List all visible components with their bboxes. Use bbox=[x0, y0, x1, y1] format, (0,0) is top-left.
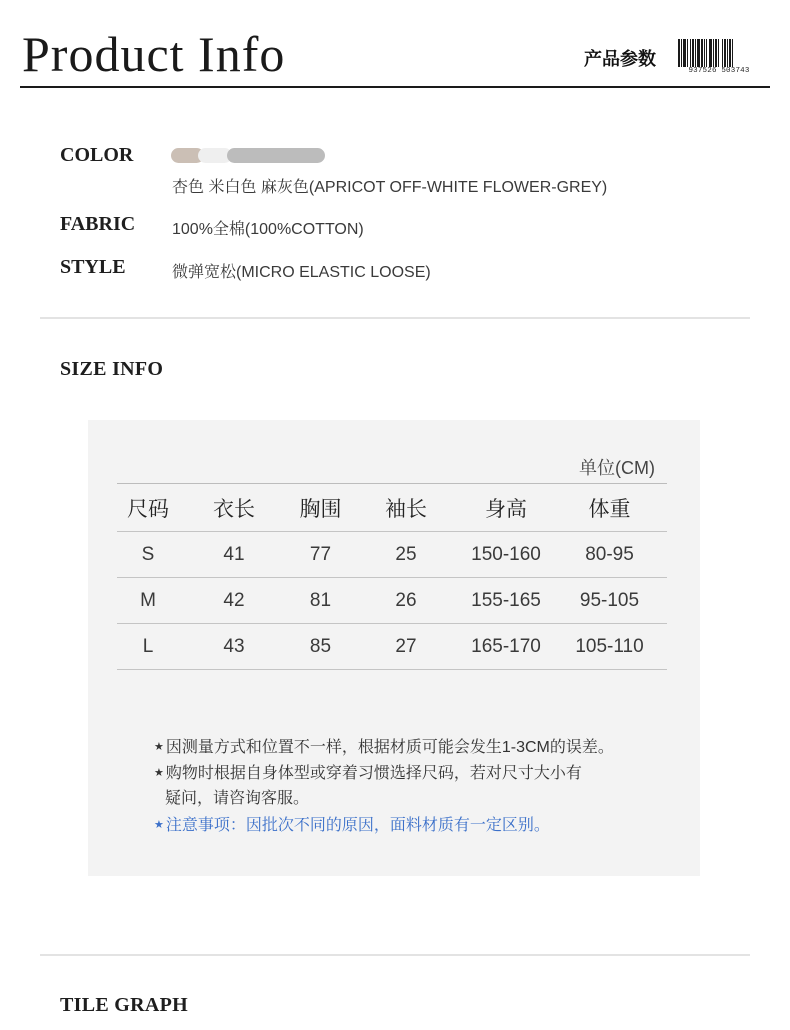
table-cell: 25 bbox=[352, 532, 460, 578]
size-table bbox=[117, 483, 667, 670]
section-divider bbox=[40, 317, 750, 319]
table-row bbox=[117, 532, 667, 578]
note-size-choice-cont: 疑问，请咨询客服。 bbox=[165, 790, 310, 807]
table-cell: L bbox=[117, 624, 179, 670]
table-cell: 27 bbox=[352, 624, 460, 670]
table-header-row bbox=[117, 484, 667, 532]
table-cell: 26 bbox=[352, 578, 460, 624]
star-icon: ★ bbox=[154, 741, 164, 753]
barcode-bars-icon bbox=[678, 39, 760, 67]
table-cell: 150-160 bbox=[460, 532, 552, 578]
size-info-title: SIZE INFO bbox=[60, 358, 164, 380]
page-subtitle: 产品参数 bbox=[584, 49, 656, 69]
table-cell: 77 bbox=[289, 532, 352, 578]
table-cell: S bbox=[117, 532, 179, 578]
style-label: STYLE bbox=[60, 256, 126, 278]
header-size: 尺码 bbox=[117, 484, 179, 532]
header-length: 衣长 bbox=[179, 484, 289, 532]
table-cell: 95-105 bbox=[552, 578, 667, 624]
barcode bbox=[678, 39, 760, 75]
table-cell: 105-110 bbox=[552, 624, 667, 670]
size-panel bbox=[88, 420, 700, 876]
page-title: Product Info bbox=[22, 26, 286, 82]
note-attention: ★ 注意事项：因批次不同的原因，面料材质有一定区别。 bbox=[154, 817, 550, 834]
header-divider bbox=[20, 86, 770, 88]
table-row bbox=[117, 578, 667, 624]
note-size-choice: ★ 购物时根据自身体型或穿着习惯选择尺码，若对尺寸大小有 bbox=[154, 765, 582, 782]
swatch-flower-grey bbox=[227, 148, 325, 163]
table-cell: 85 bbox=[289, 624, 352, 670]
unit-label: 单位(CM) bbox=[579, 458, 655, 478]
barcode-number: 937526 503743 bbox=[678, 67, 760, 76]
table-cell: 43 bbox=[179, 624, 289, 670]
header-weight: 体重 bbox=[552, 484, 667, 532]
header-chest: 胸围 bbox=[289, 484, 352, 532]
tile-graph-title: TILE GRAPH bbox=[60, 994, 189, 1016]
style-value: 微弹宽松(MICRO ELASTIC LOOSE) bbox=[172, 264, 431, 281]
table-cell: M bbox=[117, 578, 179, 624]
table-row bbox=[117, 624, 667, 670]
table-cell: 165-170 bbox=[460, 624, 552, 670]
star-icon: ★ bbox=[154, 767, 164, 779]
table-cell: 81 bbox=[289, 578, 352, 624]
header-sleeve: 袖长 bbox=[352, 484, 460, 532]
fabric-value: 100%全棉(100%COTTON) bbox=[172, 221, 364, 238]
section-divider bbox=[40, 954, 750, 956]
table-cell: 155-165 bbox=[460, 578, 552, 624]
note-measurement: ★ 因测量方式和位置不一样，根据材质可能会发生1-3CM的误差。 bbox=[154, 739, 614, 756]
table-cell: 80-95 bbox=[552, 532, 667, 578]
table-cell: 42 bbox=[179, 578, 289, 624]
star-icon: ★ bbox=[154, 819, 164, 831]
color-label: COLOR bbox=[60, 144, 134, 166]
header-height: 身高 bbox=[460, 484, 552, 532]
fabric-label: FABRIC bbox=[60, 213, 136, 235]
table-cell: 41 bbox=[179, 532, 289, 578]
color-value: 杏色 米白色 麻灰色(APRICOT OFF-WHITE FLOWER-GREY) bbox=[172, 179, 608, 196]
